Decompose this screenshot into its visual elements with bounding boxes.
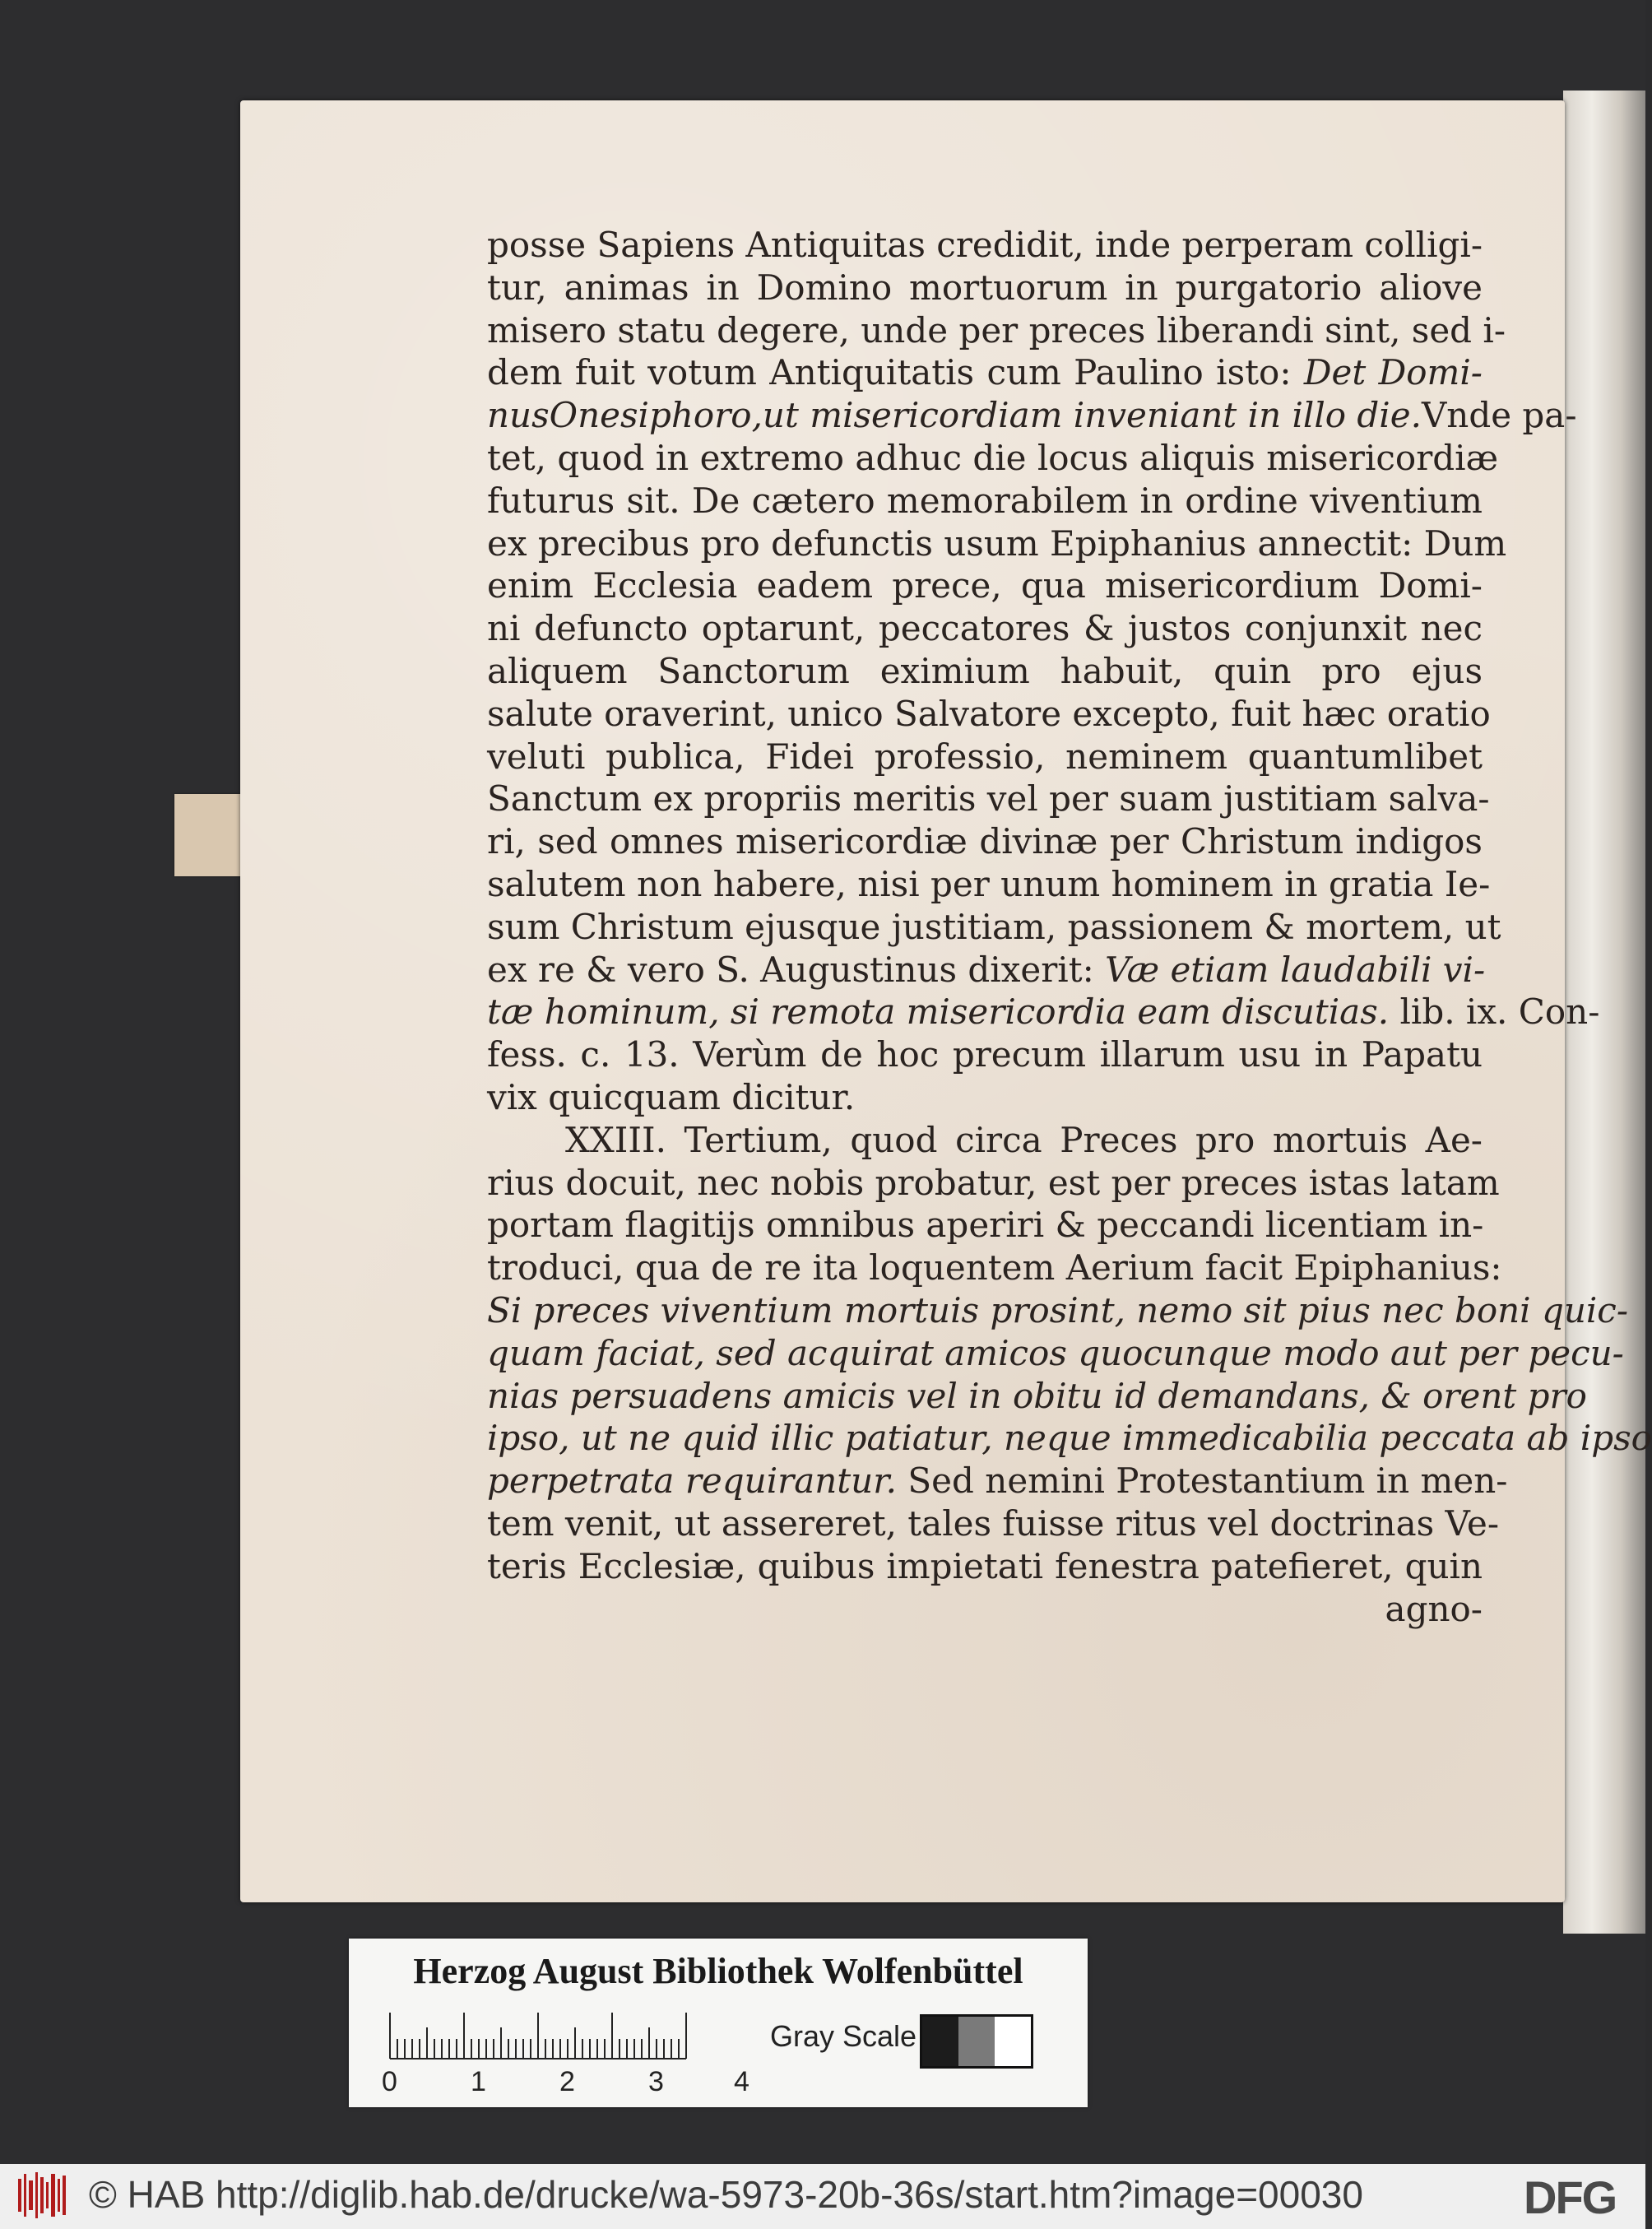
- footer-bar: [0, 2164, 1645, 2229]
- text-line: Sanctum ex propriis meritis vel per suam justitiam salva-: [487, 778, 1490, 820]
- text-line: aliquem Sanctorum eximium habuit, quin pro ejus: [487, 650, 1483, 691]
- text-line: ex precibus pro defunctis usum Epiphanius annectit: Dum: [487, 522, 1507, 564]
- barcode-icon: [18, 2172, 66, 2218]
- text-line: tem venit, ut assereret, tales fuisse ritus vel doctrinas Ve-: [487, 1502, 1500, 1544]
- text-line: tet, quod in extremo adhuc die locus aliquis misericordiæ: [487, 437, 1499, 478]
- text-line: salutem non habere, nisi per unum hominem in gratia Ie-: [487, 863, 1491, 904]
- gray-swatch-dark: [922, 2017, 958, 2066]
- text-line: Si preces viventium mortuis prosint, nemo sit pius nec boni quic-: [487, 1289, 1629, 1330]
- text-line: teris Ecclesiæ, quibus impietati fenestra patefieret, quin: [487, 1545, 1483, 1586]
- gray-swatch-mid: [958, 2017, 995, 2066]
- ruler-number: 3: [648, 2066, 664, 2097]
- ruler-number: 2: [559, 2066, 575, 2097]
- text-line: nusOnesiphoro,ut misericordiam inveniant in illo die.Vnde pa-: [487, 395, 1577, 436]
- paper-tab-slip: [174, 794, 242, 876]
- footer-url-link[interactable]: © HAB http://diglib.hab.de/drucke/wa-5973-20b-36s/start.htm?image=00030: [89, 2173, 1363, 2216]
- italic-quote: Væ etiam laudabili vi-: [1105, 949, 1486, 990]
- gray-scale-label: Gray Scale: [770, 2019, 917, 2053]
- line-tail: lib. ix. Con-: [1399, 991, 1600, 1033]
- text-line: dem fuit votum Antiquitatis cum Paulino isto: Det Domi-: [487, 352, 1483, 393]
- text-line: tur, animas in Domino mortuorum in purgatorio aliove: [487, 267, 1483, 308]
- text-line: veluti publica, Fidei professio, neminem quantumlibet: [487, 736, 1483, 777]
- text-line: posse Sapiens Antiquitas credidit, inde perperam colligi-: [487, 225, 1483, 265]
- text-line: rius docuit, nec nobis probatur, est per preces istas latam: [487, 1162, 1500, 1203]
- text-line: ri, sed omnes misericordiæ divinæ per Christum indigos: [487, 821, 1483, 862]
- text-line: salute oraverint, unico Salvatore excepto, fuit hæc oratio: [487, 693, 1491, 734]
- text-line: sum Christum ejusque justitiam, passionem & mortem, ut: [487, 906, 1501, 947]
- dfg-logo: DFG: [1524, 2171, 1617, 2223]
- text-line: misero statu degere, unde per preces liberandi sint, sed i-: [487, 309, 1506, 351]
- text-line: futurus sit. De cætero memorabilem in ordine viventium: [487, 480, 1483, 521]
- page-text-block: [487, 224, 1652, 1630]
- text-line: vix quicquam dicitur.: [487, 1076, 856, 1117]
- text-line: nias persuadens amicis vel in obitu id demandans, & orent pro: [487, 1375, 1587, 1416]
- text-line: quam faciat, sed acquirat amicos quocunque modo aut per pecu-: [487, 1332, 1624, 1373]
- gray-swatch-white: [995, 2017, 1031, 2066]
- text-line: enim Ecclesia eadem prece, qua misericordium Domi-: [487, 565, 1483, 606]
- text-line: fess. c. 13. Verùm de hoc precum illarum usu in Papatu: [487, 1034, 1483, 1075]
- library-name: Herzog August Bibliothek Wolfenbüttel: [413, 1951, 1023, 1991]
- catchword: agno-: [1385, 1588, 1483, 1629]
- text-line: troduci, qua de re ita loquentem Aerium facit Epiphanius:: [487, 1247, 1502, 1289]
- text-line: ni defuncto optarunt, peccatores & justos conjunxit nec: [487, 608, 1483, 649]
- gray-scale-swatch: [920, 2014, 1033, 2069]
- ruler-number: 0: [382, 2066, 397, 2097]
- italic-quote: Det Domi-: [1303, 352, 1483, 393]
- line-tail: Sed nemini Protestantium in men-: [907, 1460, 1508, 1502]
- text-line: portam flagitijs omnibus aperiri & peccandi licentiam in-: [487, 1205, 1484, 1246]
- ruler-scale: [390, 2011, 686, 2060]
- text-line: ex re & vero S. Augustinus dixerit: Væ etiam laudabili vi-: [487, 949, 1486, 990]
- ruler-number: 1: [471, 2066, 486, 2097]
- line-tail: Vnde pa-: [1421, 395, 1577, 436]
- text-line: perpetrata requirantur. Sed nemini Protestantium in men-: [487, 1460, 1508, 1502]
- text-line: tæ hominum, si remota misericordia eam discutias. lib. ix. Con-: [487, 991, 1600, 1033]
- library-label: [349, 1939, 1088, 2107]
- text-line: ipso, ut ne quid illic patiatur, neque immedicabilia peccata ab ipso: [487, 1418, 1652, 1459]
- section-heading-line: XXIII. Tertium, quod circa Preces pro mortuis Ae-: [565, 1119, 1483, 1160]
- ruler-number: 4: [734, 2066, 749, 2097]
